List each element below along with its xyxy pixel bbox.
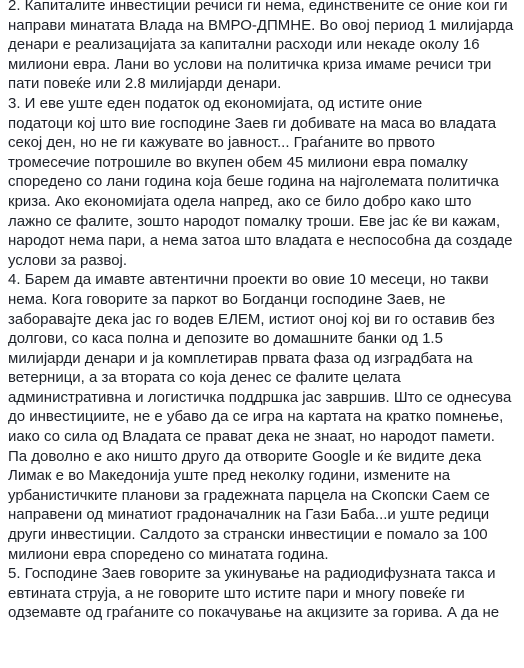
text-line: криза. Ако економијата одела напред, ако се било добро како што: [8, 192, 472, 210]
text-line: народот нема пари, а нема затоа што владата е неспособна да создаде: [8, 232, 513, 250]
post-text: [8, 0, 524, 623]
text-line: пати повеќе или 2.8 милијарди денари.: [8, 75, 282, 93]
text-line: Па доволно е ако ништо друго да отворите Google и ќе видите дека: [8, 447, 482, 465]
text-line: направени од минатиот градоначалник на Гази Баба...и уште редици: [8, 506, 490, 524]
text-line: заборавајте дека јас го водев ЕЛЕМ, истиот оној кој ви го оставив без: [8, 310, 495, 328]
text-line: 3. И еве уште еден податок од економијата, од истите оние: [8, 94, 423, 112]
text-line: Лимак е во Македонија уште пред неколку години, измените на: [8, 467, 451, 485]
text-line: долгови, со каса полна и депозите во домашните банки од 1.5: [8, 330, 443, 348]
text-line: тромесечие потрошиле во вкупен обем 45 милиони евра помалку: [8, 153, 468, 171]
text-line: урбанистичките планови за градежната парцела на Скопски Саем се: [8, 486, 490, 504]
text-line: други инвестиции. Салдото за странски инвестиции е помало за 100: [8, 526, 488, 544]
text-line: до инвестициите, не е убаво да се игра на картата на кратко помнење,: [8, 408, 504, 426]
text-line: административна и логистичка поддршка јас завршив. Што се однесува: [8, 388, 512, 406]
text-line: 4. Барем да имавте автентични проекти во овие 10 месеци, но такви: [8, 271, 489, 289]
text-line: нема. Кога говорите за паркот во Богданци господине Заев, не: [8, 290, 446, 308]
text-line: денари е реализацијата за капитални расходи или некаде околу 16: [8, 36, 480, 54]
text-line: милиони евра. Лани во услови на политичка криза имаме речиси три: [8, 55, 492, 73]
text-line: ветерници, а за втората со која денес се фалите целата: [8, 369, 401, 387]
text-line: податоци кој што вие господине Заев ги добивате на маса во владата: [8, 114, 497, 132]
text-line: споредено со лани година која беше година на најголемата политичка: [8, 173, 499, 191]
text-line: секој ден, но не ги кажувате во јавност... Граѓаните во првото: [8, 134, 435, 152]
text-line: иако со сила од Владата се прават дека не знаат, но народот памети.: [8, 428, 495, 446]
text-line: направи минатата Влада на ВМРО-ДПМНЕ. Во овој период 1 милијарда: [8, 16, 514, 34]
text-line: одземавте од граѓаните со покачување на акцизите за горива. А да не: [8, 604, 500, 622]
text-line: 5. Господине Заев говорите за укинување на радиодифузната такса и: [8, 565, 496, 583]
text-line: лажно се фалите, зошто народот помалку троши. Еве јас ќе ви кажам,: [8, 212, 501, 230]
text-line: милијарди денари и ја комплетирав првата фаза од изградбата на: [8, 349, 473, 367]
text-line: евтината струја, а не говорите што истите пари и многу повеќе ги: [8, 584, 465, 602]
text-line: милиони евра споредено со минатата година.: [8, 545, 329, 563]
text-line: услови за развој.: [8, 251, 128, 269]
text-line: 2. Капиталите инвестиции речиси ги нема, единствените се оние кои ги: [8, 0, 508, 14]
